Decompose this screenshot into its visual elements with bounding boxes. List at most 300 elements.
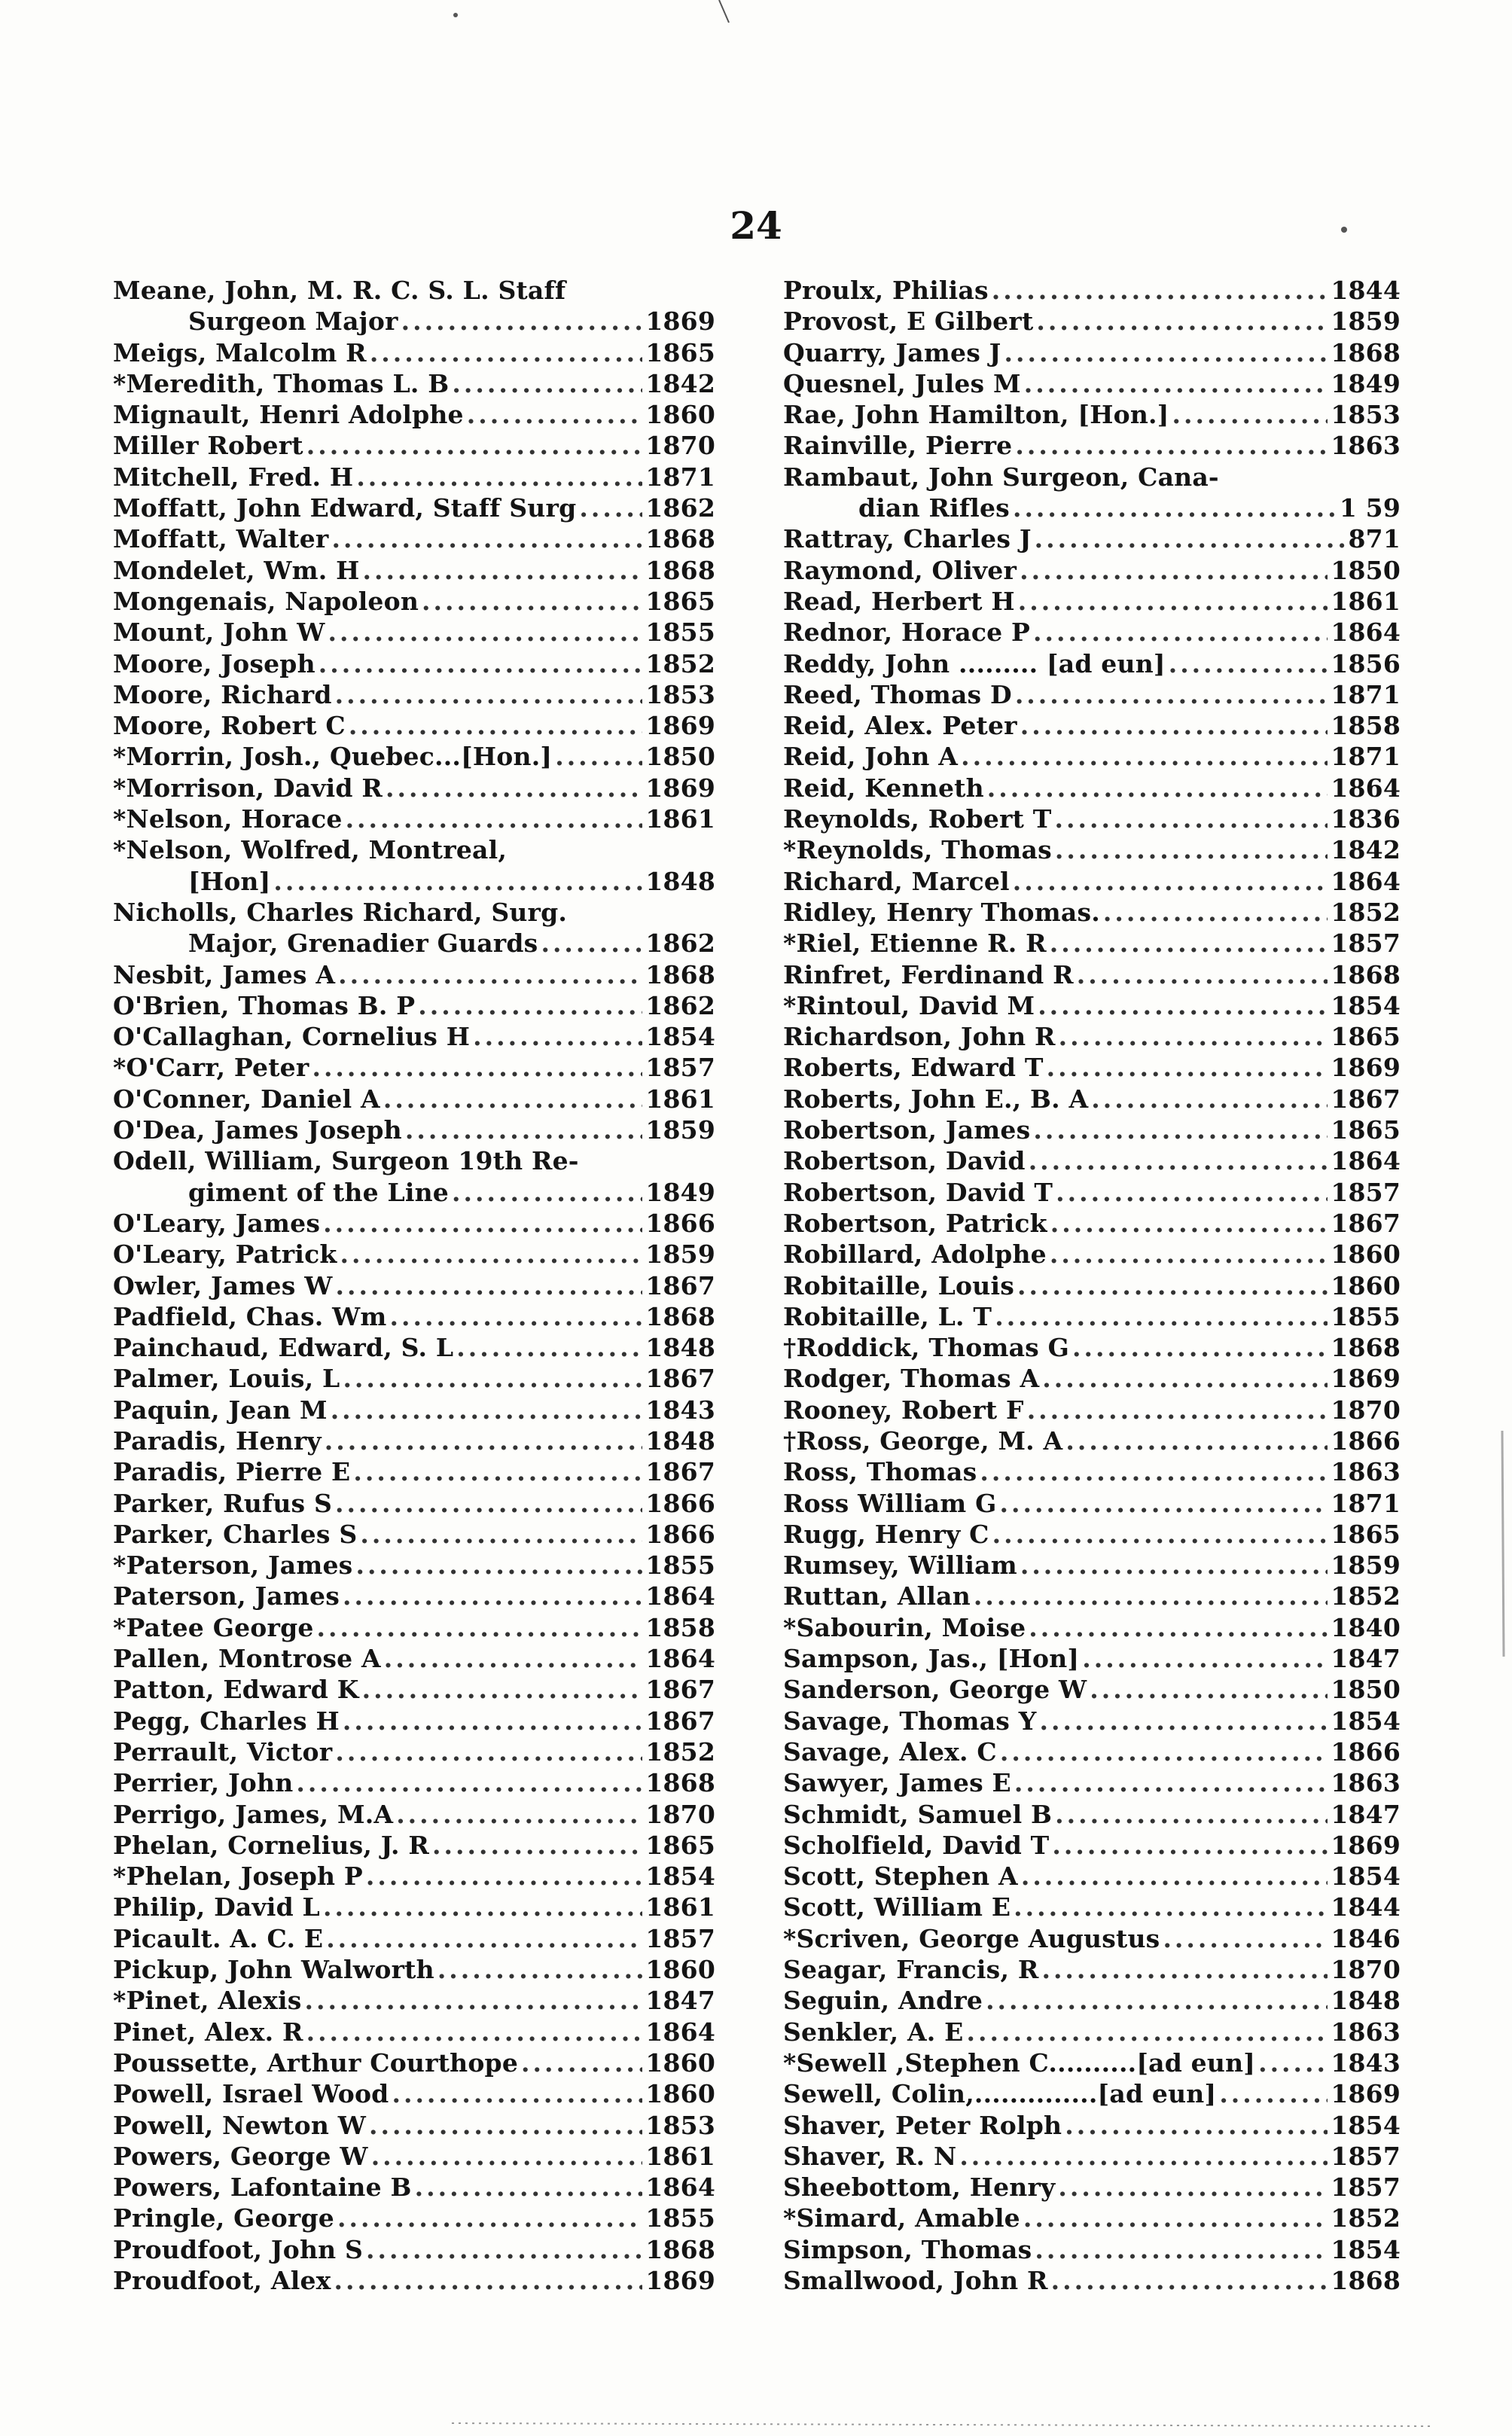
- entry-name: Robertson, David T: [783, 1177, 1053, 1207]
- entry-name: Roberts, Edward T: [783, 1053, 1044, 1083]
- directory-entry-line: [783, 1425, 1401, 1456]
- leader-dots: [967, 2017, 1328, 2047]
- entry-year: 1854: [1331, 990, 1401, 1020]
- entry-name: Savage, Thomas Y: [783, 1706, 1037, 1736]
- leader-dots: [338, 959, 642, 990]
- entry-name: Owler, James W: [113, 1270, 333, 1300]
- entry-year: 1852: [645, 648, 715, 678]
- directory-entry-line: [113, 1519, 715, 1550]
- entry-name: Robertson, David: [783, 1146, 1026, 1176]
- directory-entry-line: [113, 1954, 715, 1985]
- leader-dots: [331, 1395, 643, 1425]
- directory-entry-line: [113, 1674, 715, 1705]
- directory-entry-line: [783, 866, 1401, 897]
- entry-name: Pallen, Montrose A: [113, 1644, 381, 1674]
- directory-entry-line: [783, 897, 1401, 928]
- leader-dots: [317, 1612, 643, 1643]
- leader-dots: [1055, 803, 1328, 834]
- directory-entry-line: [113, 866, 715, 897]
- leader-dots: [323, 1892, 642, 1922]
- leader-dots: [1050, 1239, 1328, 1270]
- directory-entry-line: [783, 1239, 1401, 1270]
- directory-entry-line: [113, 617, 715, 648]
- leader-dots: [1163, 1923, 1328, 1954]
- entry-year: 1868: [1331, 337, 1401, 367]
- entry-year: 1864: [1331, 617, 1401, 648]
- leader-dots: [1021, 1861, 1328, 1892]
- leader-dots: [296, 1767, 642, 1798]
- leader-dots: [384, 1643, 643, 1674]
- entry-year: 1870: [1331, 1395, 1401, 1425]
- entry-year: 1857: [1331, 1177, 1401, 1207]
- entry-name: Nesbit, James A: [113, 959, 336, 989]
- directory-entry-line: [783, 1674, 1401, 1705]
- entry-name: Richardson, John R: [783, 1022, 1056, 1052]
- entry-name: Scholfield, David T: [783, 1830, 1050, 1860]
- directory-entry-line: [783, 834, 1401, 865]
- entry-year: 1866: [645, 1208, 715, 1238]
- entry-name: Sanderson, George W: [783, 1675, 1087, 1705]
- directory-entry-line: [113, 2172, 715, 2203]
- entry-year: 1858: [645, 1612, 715, 1642]
- entry-name: Poussette, Arthur Courthope: [113, 2047, 519, 2078]
- directory-entry-line: [783, 617, 1401, 648]
- leader-dots: [1020, 555, 1328, 586]
- entry-name: Meane, John, M. R. C. S. L. Staff: [113, 276, 566, 305]
- entry-year: 1861: [1331, 586, 1401, 616]
- directory-entry-line: [113, 1208, 715, 1239]
- entry-year: 1859: [645, 1115, 715, 1145]
- entry-year: 871: [1348, 524, 1401, 554]
- entry-name: Rattray, Charles J: [783, 524, 1032, 554]
- leader-dots: [959, 2141, 1328, 2172]
- entry-name: Pinet, Alex. R: [113, 2017, 303, 2047]
- entry-name: Quesnel, Jules M: [783, 368, 1021, 398]
- entry-year: 1869: [645, 306, 715, 337]
- directory-entry-line: [113, 306, 715, 337]
- directory-entry-line: [783, 337, 1401, 368]
- entry-name: Rainville, Pierre: [783, 431, 1013, 461]
- directory-entry-line: [783, 2141, 1401, 2172]
- leader-dots: [1040, 1706, 1328, 1736]
- leader-dots: [452, 1177, 642, 1208]
- entry-name: Proulx, Philias: [783, 276, 989, 305]
- directory-entry-line: [113, 1395, 715, 1425]
- leader-dots: [343, 1363, 642, 1394]
- leader-dots: [369, 2110, 642, 2141]
- leader-dots: [396, 1799, 642, 1830]
- entry-name: Powell, Israel Wood: [113, 2079, 389, 2109]
- leader-dots: [995, 1301, 1328, 1332]
- directory-entry-line: [783, 741, 1401, 772]
- directory-entry-line: [113, 2234, 715, 2265]
- directory-entry-line: [783, 2172, 1401, 2203]
- directory-entry-line: [113, 1021, 715, 1052]
- leader-dots: [999, 1488, 1328, 1519]
- leader-dots: [305, 1985, 643, 2016]
- leader-dots: [343, 1706, 642, 1736]
- directory-entry-line: [113, 1332, 715, 1363]
- entry-name: Robitaille, Louis: [783, 1270, 1014, 1300]
- leader-dots: [353, 1456, 642, 1487]
- leader-dots: [386, 773, 642, 803]
- entry-year: 1840: [1331, 1612, 1401, 1642]
- entry-year: 1860: [645, 1955, 715, 1985]
- leader-dots: [1017, 1270, 1328, 1301]
- leader-dots: [325, 1425, 643, 1456]
- entry-year: 1867: [1331, 1208, 1401, 1238]
- entry-name: Moffatt, Walter: [113, 524, 329, 554]
- leader-dots: [336, 1270, 643, 1301]
- directory-entry-line: [783, 1830, 1401, 1861]
- directory-entry-line: [783, 990, 1401, 1021]
- directory-entry-line: [783, 1021, 1401, 1052]
- entry-name: *O'Carr, Peter: [113, 1053, 309, 1083]
- entry-year: 1868: [645, 555, 715, 585]
- leader-dots: [1058, 2172, 1328, 2203]
- leader-dots: [1015, 430, 1328, 461]
- entry-name: Reed, Thomas D: [783, 679, 1012, 709]
- entry-year: 1853: [1331, 400, 1401, 430]
- entry-name: Powers, George W: [113, 2141, 368, 2171]
- directory-entry-line: [783, 773, 1401, 803]
- directory-entry-line: [113, 1892, 715, 1922]
- leader-dots: [418, 990, 642, 1021]
- entry-name: Paradis, Henry: [113, 1425, 322, 1456]
- directory-entry-line: [113, 555, 715, 586]
- directory-entry-line: [783, 1270, 1401, 1301]
- entry-name: Read, Herbert H: [783, 586, 1015, 616]
- leader-dots: [1103, 897, 1328, 928]
- entry-year: 1853: [645, 679, 715, 709]
- entry-name: Philip, David L: [113, 1892, 320, 1922]
- entry-name: Scott, William E: [783, 1892, 1011, 1922]
- leader-dots: [1051, 2265, 1328, 2296]
- entry-year: 1859: [1331, 1550, 1401, 1581]
- entry-name: Moore, Richard: [113, 679, 332, 709]
- entry-year: 1867: [645, 1675, 715, 1705]
- directory-entry-line: [783, 1456, 1401, 1487]
- leader-dots: [371, 2141, 643, 2172]
- directory-entry-line: [783, 1395, 1401, 1425]
- entry-year: 1863: [1331, 1457, 1401, 1487]
- directory-entry-line: [783, 1767, 1401, 1798]
- entry-year: 1864: [1331, 773, 1401, 803]
- directory-entry-line: [113, 1363, 715, 1394]
- directory-entry-line: [783, 1332, 1401, 1363]
- leader-dots: [335, 679, 643, 710]
- entry-year: 1860: [1331, 1239, 1401, 1270]
- directory-entry-line: [783, 959, 1401, 990]
- entry-year: 1857: [1331, 2172, 1401, 2203]
- leader-dots: [389, 1301, 642, 1332]
- leader-dots: [1000, 1736, 1328, 1767]
- entry-name: *Phelan, Joseph P: [113, 1861, 363, 1892]
- directory-entry-line: [113, 430, 715, 461]
- directory-entry-line: [113, 1488, 715, 1519]
- leader-dots: [1258, 2047, 1328, 2078]
- leader-dots: [366, 1861, 642, 1892]
- directory-entry-line: [113, 1612, 715, 1643]
- entry-year: 1865: [1331, 1115, 1401, 1145]
- entry-name: Pegg, Charles H: [113, 1706, 340, 1736]
- leader-dots: [1050, 1208, 1328, 1239]
- entry-name: Robertson, Patrick: [783, 1208, 1047, 1238]
- entry-year: 1847: [645, 1986, 715, 2016]
- directory-entry-line: [783, 1581, 1401, 1611]
- entry-name: Ross William G: [783, 1488, 997, 1518]
- leader-dots: [974, 1581, 1328, 1611]
- entry-year: 1859: [645, 1239, 715, 1270]
- directory-entry-line: [113, 1767, 715, 1798]
- entry-name: Ridley, Henry Thomas.: [783, 897, 1100, 927]
- entry-name: Rinfret, Ferdinand R: [783, 959, 1074, 989]
- entry-name: *Morrin, Josh., Quebec...[Hon.]: [113, 742, 553, 772]
- entry-year: 1836: [1331, 804, 1401, 834]
- entry-name: Rae, John Hamilton, [Hon.]: [783, 400, 1169, 430]
- entry-year: 1863: [1331, 431, 1401, 461]
- directory-entry-line: [783, 1114, 1401, 1145]
- directory-entry-line: [113, 679, 715, 710]
- entry-name: Meigs, Malcolm R: [113, 337, 367, 367]
- leader-dots: [405, 1114, 642, 1145]
- entry-year: 1862: [645, 493, 715, 523]
- leader-dots: [1050, 928, 1328, 959]
- directory-entry-line: [783, 462, 1401, 492]
- entry-year: 1849: [645, 1177, 715, 1207]
- leader-dots: [467, 399, 643, 430]
- directory-entry-line: [113, 1736, 715, 1767]
- entry-year: 1870: [645, 431, 715, 461]
- directory-entry-line: [113, 959, 715, 990]
- leader-dots: [1042, 1363, 1328, 1394]
- entry-name: *Meredith, Thomas L. B: [113, 368, 450, 398]
- leader-dots: [326, 1923, 642, 1954]
- entry-year: 1864: [1331, 866, 1401, 896]
- directory-entry-line: [783, 1736, 1401, 1767]
- directory-entry-line: [783, 1923, 1401, 1954]
- leader-dots: [1020, 1550, 1328, 1581]
- entry-name: Mongenais, Napoleon: [113, 586, 419, 616]
- entry-year: 1867: [645, 1270, 715, 1300]
- entry-name: Proudfoot, Alex: [113, 2266, 331, 2295]
- directory-entry-line: [783, 1706, 1401, 1736]
- leader-dots: [1033, 617, 1328, 648]
- entry-year: 1865: [645, 1830, 715, 1860]
- directory-entry-line: [113, 928, 715, 959]
- leader-dots: [980, 1456, 1328, 1487]
- entry-name: *Rintoul, David M: [783, 990, 1035, 1020]
- entry-year: 1861: [645, 1084, 715, 1114]
- directory-entry-line: [783, 430, 1401, 461]
- entry-name: *Morrison, David R: [113, 773, 383, 803]
- entry-name: Paradis, Pierre E: [113, 1457, 351, 1487]
- entry-year: 1842: [1331, 835, 1401, 865]
- leader-dots: [1077, 959, 1328, 990]
- entry-name: Roberts, John E., B. A: [783, 1084, 1089, 1114]
- leader-dots: [346, 803, 643, 834]
- directory-entry-line: [783, 1488, 1401, 1519]
- leader-dots: [437, 1954, 643, 1985]
- leader-dots: [1029, 1612, 1328, 1643]
- entry-name: Mignault, Henri Adolphe: [113, 400, 464, 430]
- directory-entry-line: [113, 275, 715, 306]
- directory-entry-line: [113, 741, 715, 772]
- entry-year: 1867: [645, 1364, 715, 1394]
- entry-year: 1861: [645, 1892, 715, 1922]
- entry-name: †Roddick, Thomas G: [783, 1333, 1070, 1363]
- leader-dots: [986, 1985, 1328, 2016]
- directory-entry-line: [113, 586, 715, 617]
- entry-name: Smallwood, John R: [783, 2266, 1048, 2295]
- entry-year: 1862: [645, 928, 715, 959]
- directory-entry-line: [783, 928, 1401, 959]
- page-number: 24: [730, 203, 782, 248]
- directory-entry-line: [783, 2265, 1401, 2296]
- directory-entry-line: [113, 1052, 715, 1083]
- directory-entry-line: [783, 1861, 1401, 1892]
- entry-name: O'Brien, Thomas B. P: [113, 990, 416, 1020]
- entry-name: †Ross, George, M. A: [783, 1425, 1063, 1456]
- entry-name: Mount, John W: [113, 617, 325, 648]
- leader-dots: [360, 1519, 642, 1550]
- entry-name: Mondelet, Wm. H: [113, 555, 360, 585]
- leader-dots: [340, 1239, 642, 1270]
- entry-year: 1865: [645, 586, 715, 616]
- entry-name: Pringle, George: [113, 2203, 334, 2233]
- entry-year: 1852: [1331, 2203, 1401, 2233]
- leader-dots: [1020, 710, 1328, 741]
- entry-name: *Sabourin, Moise: [783, 1612, 1026, 1642]
- leader-dots: [306, 430, 643, 461]
- entry-name: Richard, Marcel: [783, 866, 1010, 896]
- entry-name: *Sewell ,Stephen C..........[ad eun]: [783, 2047, 1256, 2078]
- leader-dots: [349, 710, 643, 741]
- leader-dots: [1033, 1114, 1328, 1145]
- entry-name: Paterson, James: [113, 1581, 340, 1611]
- entry-year: 1869: [645, 773, 715, 803]
- directory-entry-line: [113, 2110, 715, 2141]
- entry-name: O'Callaghan, Cornelius H: [113, 1022, 471, 1052]
- entry-name: Shaver, R. N: [783, 2141, 957, 2171]
- entry-name: Picault. A. C. E: [113, 1923, 324, 1953]
- entry-year: 1859: [1331, 306, 1401, 337]
- entry-year: 1868: [1331, 959, 1401, 989]
- entry-name: O'Leary, Patrick: [113, 1239, 337, 1270]
- directory-entry-line: [113, 523, 715, 554]
- entry-year: 1866: [1331, 1425, 1401, 1456]
- entry-name: Senkler, A. E: [783, 2017, 964, 2047]
- directory-entry-line: [113, 1084, 715, 1114]
- directory-entry-line: [783, 1954, 1401, 1985]
- directory-entry-line: [113, 1643, 715, 1674]
- entry-year: 1871: [1331, 742, 1401, 772]
- entry-year: 1868: [645, 2234, 715, 2264]
- leader-dots: [401, 306, 643, 337]
- leader-dots: [1029, 1145, 1328, 1176]
- leader-dots: [383, 1084, 643, 1114]
- directory-entry-line: [783, 2203, 1401, 2233]
- entry-year: 1867: [1331, 1084, 1401, 1114]
- entry-name: Padfield, Chas. Wm: [113, 1301, 387, 1331]
- entry-year: 1850: [645, 742, 715, 772]
- leader-dots: [1082, 1643, 1328, 1674]
- entry-year: 1865: [1331, 1519, 1401, 1549]
- directory-entry-line: [783, 368, 1401, 399]
- directory-entry-line: [113, 1985, 715, 2016]
- entry-year: 1868: [645, 1768, 715, 1798]
- directory-entry-line: [113, 803, 715, 834]
- entry-year: 1848: [645, 1425, 715, 1456]
- entry-year: 1869: [1331, 1053, 1401, 1083]
- entry-year: 1857: [1331, 928, 1401, 959]
- entry-year: 1869: [645, 711, 715, 741]
- entry-name: Rodger, Thomas A: [783, 1364, 1040, 1394]
- leader-dots: [579, 492, 642, 523]
- leader-dots: [366, 2234, 642, 2265]
- entry-year: 1861: [645, 2141, 715, 2171]
- leader-dots: [1041, 1954, 1328, 1985]
- entry-year: 1850: [1331, 555, 1401, 585]
- entry-year: 1855: [1331, 1301, 1401, 1331]
- directory-entry-line: [783, 523, 1401, 554]
- entry-year: 1863: [1331, 2017, 1401, 2047]
- directory-entry-line: [113, 2017, 715, 2047]
- leader-dots: [334, 2265, 643, 2296]
- leader-dots: [332, 523, 643, 554]
- directory-entry-line: [113, 2203, 715, 2233]
- entry-year: 1847: [1331, 1799, 1401, 1829]
- leader-dots: [992, 275, 1328, 306]
- entry-name: Reid, John A: [783, 742, 959, 772]
- entry-year: 1869: [645, 2266, 715, 2295]
- directory-entry-line: [783, 1052, 1401, 1083]
- entry-name: Powell, Newton W: [113, 2110, 366, 2140]
- leader-dots: [456, 1332, 642, 1363]
- entry-year: 1867: [645, 1457, 715, 1487]
- directory-entry-line: [113, 1145, 715, 1176]
- entry-name: *Riel, Etienne R. R: [783, 928, 1047, 959]
- entry-name: *Reynolds, Thomas: [783, 835, 1052, 865]
- directory-entry-line: [113, 2047, 715, 2078]
- entry-name: Phelan, Cornelius, J. R: [113, 1830, 430, 1860]
- leader-dots: [335, 1736, 642, 1767]
- entry-year: 1852: [1331, 1581, 1401, 1611]
- entry-name: Reid, Kenneth: [783, 773, 984, 803]
- leader-dots: [1055, 1799, 1328, 1830]
- entry-name: *Scriven, George Augustus: [783, 1923, 1160, 1953]
- entry-year: 1862: [645, 990, 715, 1020]
- leader-dots: [1014, 1892, 1328, 1922]
- entry-name: Rambaut, John Surgeon, Cana-: [783, 462, 1219, 492]
- leader-dots: [415, 2172, 643, 2203]
- directory-entry-line: [113, 648, 715, 679]
- leader-dots: [1169, 648, 1328, 679]
- leader-dots: [1038, 990, 1328, 1021]
- entry-year: 1 59: [1339, 493, 1401, 523]
- entry-name: Quarry, James J: [783, 337, 1001, 367]
- entry-name: Miller Robert: [113, 431, 303, 461]
- directory-entry-line: [113, 1706, 715, 1736]
- entry-year: 1868: [1331, 2266, 1401, 2295]
- entry-name: Rumsey, William: [783, 1550, 1017, 1581]
- entry-year: 1855: [645, 2203, 715, 2233]
- leader-dots: [521, 2047, 642, 2078]
- leader-dots: [1013, 866, 1328, 897]
- entry-name: Schmidt, Samuel B: [783, 1799, 1053, 1829]
- entry-year: 1844: [1331, 1892, 1401, 1922]
- entry-name: Shaver, Peter Rolph: [783, 2110, 1062, 2140]
